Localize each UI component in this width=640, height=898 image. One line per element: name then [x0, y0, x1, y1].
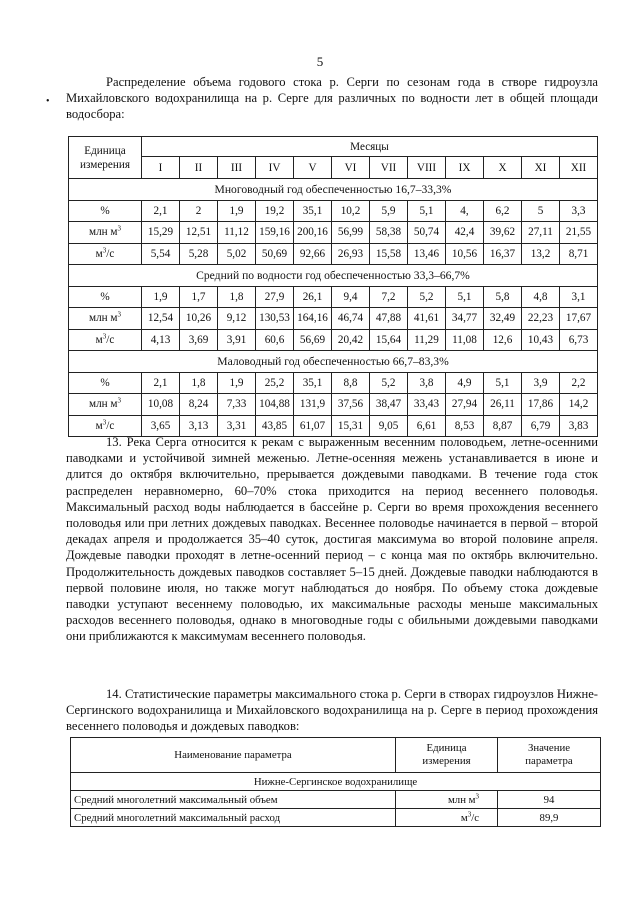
- value-cell: 2,1: [142, 372, 180, 394]
- months-header: Месяцы: [142, 137, 598, 157]
- value-cell: 20,42: [332, 329, 370, 351]
- value-cell: 35,1: [294, 200, 332, 222]
- value-cell: 15,64: [370, 329, 408, 351]
- value-cell: 2,1: [142, 200, 180, 222]
- unit-cell: %: [69, 200, 142, 222]
- month-header: XI: [522, 157, 560, 179]
- value-cell: 38,47: [370, 394, 408, 416]
- value-cell: 9,12: [218, 308, 256, 330]
- value-cell: 37,56: [332, 394, 370, 416]
- page-number: 5: [316, 54, 324, 69]
- value-cell: 3,31: [218, 415, 256, 437]
- max-runoff-parameters-table: [70, 737, 601, 827]
- value-cell: 7,2: [370, 286, 408, 308]
- unit-column-header: Единица измерения: [69, 137, 142, 179]
- month-header: X: [484, 157, 522, 179]
- value-cell: 60,6: [256, 329, 294, 351]
- value-cell: 3,83: [560, 415, 598, 437]
- unit-cell: $м^3/с$: [69, 243, 142, 265]
- value-cell: 14,2: [560, 394, 598, 416]
- table-row: [69, 394, 598, 416]
- param-name-cell: Средний многолетний максимальный расход: [71, 809, 396, 827]
- value-cell: 10,56: [446, 243, 484, 265]
- value-cell: 5,02: [218, 243, 256, 265]
- value-cell: 1,8: [180, 372, 218, 394]
- value-cell: 10,26: [180, 308, 218, 330]
- value-cell: 15,58: [370, 243, 408, 265]
- value-cell: 3,13: [180, 415, 218, 437]
- month-header: XII: [560, 157, 598, 179]
- param-value-header: Значение параметра: [498, 738, 601, 773]
- value-cell: 3,69: [180, 329, 218, 351]
- unit-cell: млн $м^3$: [69, 394, 142, 416]
- value-cell: 47,88: [370, 308, 408, 330]
- table-row: [71, 809, 601, 827]
- value-cell: 26,93: [332, 243, 370, 265]
- value-cell: 4,13: [142, 329, 180, 351]
- value-cell: 4,8: [522, 286, 560, 308]
- value-cell: 1,9: [218, 200, 256, 222]
- value-cell: 34,77: [446, 308, 484, 330]
- value-cell: 11,29: [408, 329, 446, 351]
- table-row: [69, 372, 598, 394]
- value-cell: 13,46: [408, 243, 446, 265]
- value-cell: 43,85: [256, 415, 294, 437]
- value-cell: 12,6: [484, 329, 522, 351]
- value-cell: 19,2: [256, 200, 294, 222]
- month-header: IV: [256, 157, 294, 179]
- value-cell: 21,55: [560, 222, 598, 244]
- value-cell: 131,9: [294, 394, 332, 416]
- value-cell: 1,8: [218, 286, 256, 308]
- value-cell: 41,61: [408, 308, 446, 330]
- month-header: VII: [370, 157, 408, 179]
- value-cell: 5,54: [142, 243, 180, 265]
- value-cell: 2: [180, 200, 218, 222]
- value-cell: 22,23: [522, 308, 560, 330]
- unit-cell: %: [69, 372, 142, 394]
- intro-paragraph: Распределение объема годового стока р. Серги по сезонам года в створе гидроузла Михайловского водохранилища на р. Серге для различных по водности лет в общей площади водосбора:: [66, 75, 598, 122]
- value-cell: 42,4: [446, 222, 484, 244]
- unit-cell: %: [69, 286, 142, 308]
- value-cell: 56,99: [332, 222, 370, 244]
- value-cell: 5,9: [370, 200, 408, 222]
- value-cell: 11,12: [218, 222, 256, 244]
- value-cell: 3,91: [218, 329, 256, 351]
- table-row: [71, 791, 601, 809]
- seasonal-runoff-table: [68, 136, 598, 437]
- month-header: V: [294, 157, 332, 179]
- param-unit-cell: млн $м^3$: [396, 791, 498, 809]
- month-header: VI: [332, 157, 370, 179]
- value-cell: 5,2: [370, 372, 408, 394]
- value-cell: 10,08: [142, 394, 180, 416]
- value-cell: 32,49: [484, 308, 522, 330]
- table-row: [69, 286, 598, 308]
- month-header: I: [142, 157, 180, 179]
- value-cell: 26,11: [484, 394, 522, 416]
- section-title: Маловодный год обеспеченностью 66,7–83,3%: [69, 351, 598, 373]
- unit-cell: $м^3/с$: [69, 329, 142, 351]
- value-cell: 92,66: [294, 243, 332, 265]
- section-title: Средний по водности год обеспеченностью 33,3–66,7%: [69, 265, 598, 287]
- value-cell: 4,: [446, 200, 484, 222]
- value-cell: 5,2: [408, 286, 446, 308]
- value-cell: 8,24: [180, 394, 218, 416]
- unit-cell: млн $м^3$: [69, 222, 142, 244]
- param-name-cell: Средний многолетний максимальный объем: [71, 791, 396, 809]
- value-cell: 5: [522, 200, 560, 222]
- value-cell: 3,3: [560, 200, 598, 222]
- value-cell: 1,7: [180, 286, 218, 308]
- value-cell: 3,9: [522, 372, 560, 394]
- value-cell: 5,1: [408, 200, 446, 222]
- value-cell: 15,29: [142, 222, 180, 244]
- value-cell: 6,2: [484, 200, 522, 222]
- margin-dot: •: [46, 96, 50, 107]
- value-cell: 27,94: [446, 394, 484, 416]
- section-title: Многоводный год обеспеченностью 16,7–33,3%: [69, 179, 598, 201]
- value-cell: 3,65: [142, 415, 180, 437]
- value-cell: 8,8: [332, 372, 370, 394]
- month-header: III: [218, 157, 256, 179]
- value-cell: 39,62: [484, 222, 522, 244]
- value-cell: 5,1: [484, 372, 522, 394]
- value-cell: 17,86: [522, 394, 560, 416]
- value-cell: 17,67: [560, 308, 598, 330]
- value-cell: 12,51: [180, 222, 218, 244]
- value-cell: 35,1: [294, 372, 332, 394]
- unit-cell: $м^3/с$: [69, 415, 142, 437]
- value-cell: 50,69: [256, 243, 294, 265]
- value-cell: 104,88: [256, 394, 294, 416]
- table-row: [69, 243, 598, 265]
- param-value-cell: 94: [498, 791, 601, 809]
- value-cell: 9,05: [370, 415, 408, 437]
- value-cell: 61,07: [294, 415, 332, 437]
- value-cell: 1,9: [218, 372, 256, 394]
- param-unit-cell: $м^3/с$: [396, 809, 498, 827]
- value-cell: 4,9: [446, 372, 484, 394]
- table-row: [69, 329, 598, 351]
- value-cell: 27,11: [522, 222, 560, 244]
- value-cell: 56,69: [294, 329, 332, 351]
- value-cell: 5,1: [446, 286, 484, 308]
- value-cell: 11,08: [446, 329, 484, 351]
- month-header: II: [180, 157, 218, 179]
- value-cell: 5,8: [484, 286, 522, 308]
- value-cell: 58,38: [370, 222, 408, 244]
- value-cell: 12,54: [142, 308, 180, 330]
- value-cell: 8,53: [446, 415, 484, 437]
- value-cell: 33,43: [408, 394, 446, 416]
- param-value-cell: 89,9: [498, 809, 601, 827]
- value-cell: 25,2: [256, 372, 294, 394]
- value-cell: 3,8: [408, 372, 446, 394]
- value-cell: 26,1: [294, 286, 332, 308]
- value-cell: 7,33: [218, 394, 256, 416]
- value-cell: 46,74: [332, 308, 370, 330]
- section-title: Нижне-Сергинское водохранилище: [71, 773, 601, 791]
- value-cell: 16,37: [484, 243, 522, 265]
- value-cell: 15,31: [332, 415, 370, 437]
- unit-cell: млн $м^3$: [69, 308, 142, 330]
- value-cell: 10,2: [332, 200, 370, 222]
- value-cell: 5,28: [180, 243, 218, 265]
- value-cell: 159,16: [256, 222, 294, 244]
- value-cell: 10,43: [522, 329, 560, 351]
- value-cell: 200,16: [294, 222, 332, 244]
- param-name-header: Наименование параметра: [71, 738, 396, 773]
- value-cell: 2,2: [560, 372, 598, 394]
- value-cell: 6,61: [408, 415, 446, 437]
- month-header: VIII: [408, 157, 446, 179]
- value-cell: 9,4: [332, 286, 370, 308]
- value-cell: 164,16: [294, 308, 332, 330]
- paragraph-14: 14. Статистические параметры максимального стока р. Серги в створах гидроузлов Нижне-Сергинского водохранилища и Михайловского водохранилища на р. Серге в период прохождения весеннего половодья и дождевых паводков:: [66, 687, 598, 734]
- value-cell: 50,74: [408, 222, 446, 244]
- value-cell: 130,53: [256, 308, 294, 330]
- month-header: IX: [446, 157, 484, 179]
- value-cell: 3,1: [560, 286, 598, 308]
- value-cell: 8,87: [484, 415, 522, 437]
- header-row: [71, 738, 601, 773]
- table-row: [69, 222, 598, 244]
- value-cell: 6,73: [560, 329, 598, 351]
- value-cell: 1,9: [142, 286, 180, 308]
- value-cell: 27,9: [256, 286, 294, 308]
- value-cell: 8,71: [560, 243, 598, 265]
- paragraph-13: 13. Река Серга относится к рекам с выраженным весенним половодьем, летне-осенними паводками и устойчивой зимней меженью. Летне-осенняя межень устанавливается в июне и длится до октября включительно, прерывается дождевыми паводками. В течение года сток распределен неравномерно, 60–70% стока приходится на период весеннего половодья. Максимальный расход воды наблюдается в бассейне р. Серги во время прохождения весеннего половодья или при летних дождевых паводках. Весеннее половодье начинается в первой – второй декадах апреля и продолжается 35–40 суток, достигая максимума во второй половине апреля. Дождевые паводки проходят в летне-осенний период – с конца мая по октябрь включительно. Продолжительность дождевых паводков составляет 5–15 дней. Дождевые паводки наблюдаются в первой половине июля, но также могут наблюдаться до ноября. По объему стока дождевые паводки уступают весеннему половодью, их максимальные расходы меньше максимальных расходов весеннего половодья, однако в многоводные годы с обильными дождевыми паводками они приближаются к максимумам весеннего половодья.: [66, 435, 598, 644]
- value-cell: 6,79: [522, 415, 560, 437]
- param-unit-header: Единица измерения: [396, 738, 498, 773]
- table-row: [69, 308, 598, 330]
- value-cell: 13,2: [522, 243, 560, 265]
- table-row: [69, 200, 598, 222]
